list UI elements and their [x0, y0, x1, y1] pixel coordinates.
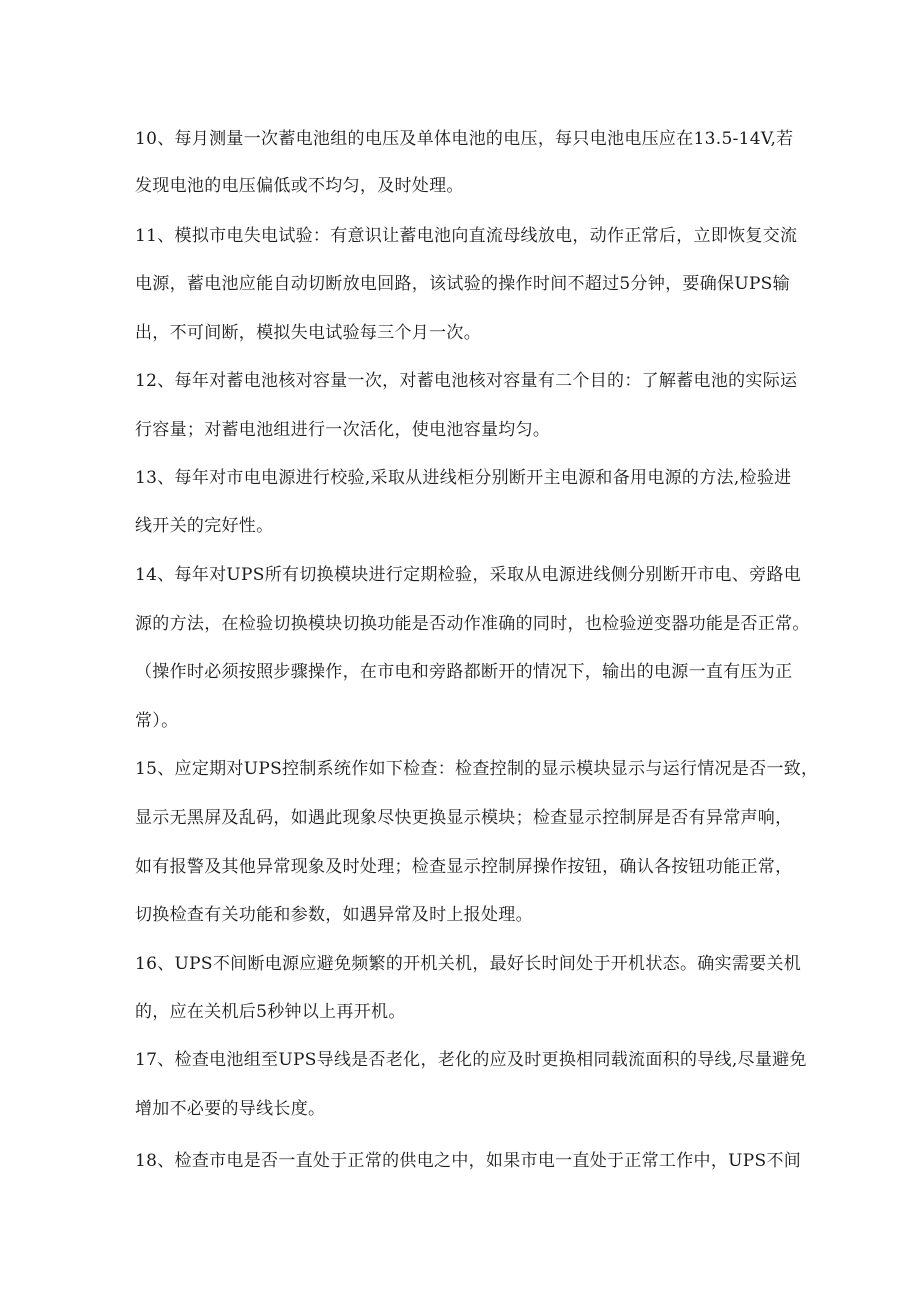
text-line: 发现电池的电压偏低或不均匀，及时处理。	[135, 176, 464, 196]
text-line: 16、UPS不间断电源应避免频繁的开机关机，最好长时间处于开机状态。确实需要关机	[135, 954, 802, 974]
text-line: 10、每月测量一次蓄电池组的电压及单体电池的电压，每只电池电压应在13.5-14V,若	[135, 129, 794, 149]
text-line: 15、应定期对UPS控制系统作如下检查：检查控制的显示模块显示与运行情况是否一致，	[135, 759, 819, 779]
text-line: 如有报警及其他异常现象及时处理；检查显示控制屏操作按钮，确认各按钮功能正常，	[135, 857, 793, 877]
text-line: 增加不必要的导线长度。	[135, 1099, 326, 1119]
text-line: 电源，蓄电池应能自动切断放电回路，该试验的操作时间不超过5分钟，要确保UPS输	[135, 274, 790, 294]
text-line: （操作时必须按照步骤操作，在市电和旁路都断开的情况下，输出的电源一直有压为正	[135, 662, 793, 682]
text-line: 18、检查市电是否一直处于正常的供电之中，如果市电一直处于正常工作中，UPS不间	[135, 1151, 802, 1171]
text-line: 源的方法，在检验切换模块切换功能是否动作准确的同时，也检验逆变器功能是否正常。	[135, 614, 810, 634]
text-line: 行容量；对蓄电池组进行一次活化，使电池容量均匀。	[135, 420, 551, 440]
text-line: 切换检查有关功能和参数，如遇异常及时上报处理。	[135, 905, 533, 925]
text-line: 显示无黑屏及乱码，如遇此现象尽快更换显示模块；检查显示控制屏是否有异常声响，	[135, 808, 793, 828]
text-line: 12、每年对蓄电池核对容量一次，对蓄电池核对容量有二个目的：了解蓄电池的实际运	[135, 371, 798, 391]
text-line: 11、模拟市电失电试验：有意识让蓄电池向直流母线放电，动作正常后，立即恢复交流	[135, 226, 798, 246]
text-line: 线开关的完好性。	[135, 516, 274, 536]
text-line: 出，不可间断，模拟失电试验每三个月一次。	[135, 323, 481, 343]
text-line: 14、每年对UPS所有切换模块进行定期检验，采取从电源进线侧分别断开市电、旁路电	[135, 565, 802, 585]
text-line: 常）。	[135, 711, 179, 731]
text-line: 的，应在关机后5秒钟以上再开机。	[135, 1002, 406, 1022]
text-line: 13、每年对市电电源进行校验,采取从进线柜分别断开主电源和备用电源的方法,检验进	[135, 468, 792, 488]
text-line: 17、检查电池组至UPS导线是否老化，老化的应及时更换相同载流面积的导线,尽量避免	[135, 1050, 807, 1070]
